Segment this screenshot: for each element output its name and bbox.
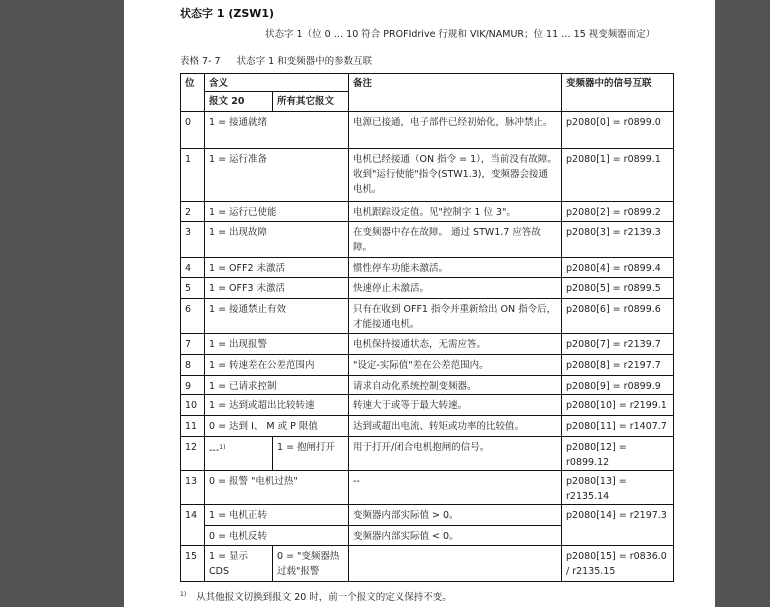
bit-cell: 13 [181,471,205,505]
header-meaning: 含义 [205,74,349,92]
note-cell [349,546,562,582]
note-cell: 电机保持接通状态，无需应答。 [349,334,562,355]
note-cell: 只有在收到 OFF1 指令并重新给出 ON 指令后，才能接通电机。 [349,299,562,334]
signal-cell: p2080[8] = r2197.7 [562,355,674,376]
header-note: 备注 [349,74,562,112]
telegram20-value: --- [209,445,220,457]
meaning-cell: 1 = OFF3 未激活 [205,278,349,299]
table-row [181,149,674,202]
bit-cell: 1 [181,149,205,202]
meaning-cell: 1 = 接通禁止有效 [205,299,349,334]
signal-cell: p2080[3] = r2139.3 [562,222,674,258]
meaning-cell: 1 = 电机正转 [205,505,349,526]
signal-cell: p2080[9] = r0899.9 [562,376,674,395]
caption-number: 表格 7- 7 [180,56,221,67]
table-row [181,258,674,278]
bit-cell: 3 [181,222,205,258]
footnote-ref: 1) [180,591,187,598]
meaning-cell: 0 = 电机反转 [205,526,349,546]
meaning-cell: 1 = 达到或超出比较转速 [205,395,349,416]
document-content [180,7,680,605]
note-cell: 请求自动化系统控制变频器。 [349,376,562,395]
section-title: 状态字 1 (ZSW1) [180,7,275,20]
meaning-cell: 1 = 出现故障 [205,222,349,258]
meaning-cell: 1 = 接通就绪 [205,112,349,149]
telegram20-cell [205,546,273,582]
meaning-cell: 1 = 转速差在公差范围内 [205,355,349,376]
bit-cell: 15 [181,546,205,582]
note-cell: 在变频器中存在故障。 通过 STW1.7 应答故障。 [349,222,562,258]
signal-cell: p2080[2] = r0899.2 [562,202,674,222]
note-cell: -- [349,471,562,505]
note-cell: 惯性停车功能未激活。 [349,258,562,278]
signal-cell: p2080[10] = r2199.1 [562,395,674,416]
signal-cell: p2080[12] = r0899.12 [562,437,674,471]
bit-cell: 12 [181,437,205,471]
table-row [181,278,674,299]
bit-cell: 6 [181,299,205,334]
table-row [181,112,674,149]
status-word-table [180,73,674,582]
meaning-cell: 0 = 达到 I、 M 或 P 限值 [205,416,349,437]
bit-cell: 2 [181,202,205,222]
header-bit: 位 [181,74,205,112]
signal-cell: p2080[6] = r0899.6 [562,299,674,334]
bit-cell: 14 [181,505,205,546]
note-cell: 变频器内部实际值 < 0。 [349,526,562,546]
bit-cell: 4 [181,258,205,278]
note-cell: 用于打开/闭合电机抱闸的信号。 [349,437,562,471]
table-row [181,471,674,505]
bit-cell: 0 [181,112,205,149]
table-row [181,355,674,376]
footnote-text: 从其他报文切换到报文 20 时，前一个报文的定义保持不变。 [196,592,452,604]
note-cell: 电机已经接通（ON 指令 = 1），当前没有故障。 收到"运行使能"指令(STW1.3)，变频器会接通电机。 [349,149,562,202]
meaning-cell: 0 = 报警 "电机过热" [205,471,349,505]
table-row [181,546,674,582]
note-cell: 电机跟踪设定值。见"控制字 1 位 3"。 [349,202,562,222]
table-caption [180,55,680,69]
table-row [181,505,674,526]
section-description: 状态字 1（位 0 … 10 符合 PROFIdrive 行规和 VIK/NAMUR；位 11 … 15 视变频器而定） [265,29,656,40]
table-row [181,416,674,437]
table-row [181,395,674,416]
telegram20-cell [205,437,273,471]
note-cell: "设定-实际值"差在公差范围内。 [349,355,562,376]
table-row [181,202,674,222]
signal-cell: p2080[4] = r0899.4 [562,258,674,278]
signal-cell: p2080[7] = r2139.7 [562,334,674,355]
footnote-ref: 1) [219,444,226,451]
note-cell: 达到或超出电流、转矩或功率的比较值。 [349,416,562,437]
table-row [181,299,674,334]
header-telegram20: 报文 20 [205,92,273,112]
meaning-cell: 1 = 运行准备 [205,149,349,202]
signal-cell: p2080[15] = r0836.0 / r2135.15 [562,546,674,582]
table-row [181,376,674,395]
caption-text: 状态字 1 和变频器中的参数互联 [236,56,373,67]
footnote [180,588,680,605]
document-page [124,0,715,607]
other-telegrams-cell: 1 = 抱闸打开 [273,437,349,471]
table-row [181,222,674,258]
note-cell: 快速停止未激活。 [349,278,562,299]
meaning-cell: 1 = OFF2 未激活 [205,258,349,278]
meaning-cell: 1 = 已请求控制 [205,376,349,395]
signal-cell: p2080[11] = r1407.7 [562,416,674,437]
table-row [181,437,674,471]
signal-cell: p2080[0] = r0899.0 [562,112,674,149]
meaning-cell: 1 = 运行已使能 [205,202,349,222]
telegram20-value: 1 = 显示 CDS [209,551,249,577]
signal-cell: p2080[13] = r2135.14 [562,471,674,505]
header-signal: 变频器中的信号互联 [562,74,674,112]
table-row [181,334,674,355]
bit-cell: 11 [181,416,205,437]
note-cell: 转速大于或等于最大转速。 [349,395,562,416]
note-cell: 变频器内部实际值 > 0。 [349,505,562,526]
header-other-telegrams: 所有其它报文 [273,92,349,112]
meaning-cell: 1 = 出现报警 [205,334,349,355]
bit-cell: 9 [181,376,205,395]
signal-cell: p2080[1] = r0899.1 [562,149,674,202]
bit-cell: 10 [181,395,205,416]
signal-cell: p2080[14] = r2197.3 [562,505,674,546]
bit-cell: 7 [181,334,205,355]
signal-cell: p2080[5] = r0899.5 [562,278,674,299]
bit-cell: 8 [181,355,205,376]
bit-cell: 5 [181,278,205,299]
note-cell: 电源已接通，电子部件已经初始化，脉冲禁止。 [349,112,562,149]
other-telegrams-cell: 0 = "变频器热过载"报警 [273,546,349,582]
